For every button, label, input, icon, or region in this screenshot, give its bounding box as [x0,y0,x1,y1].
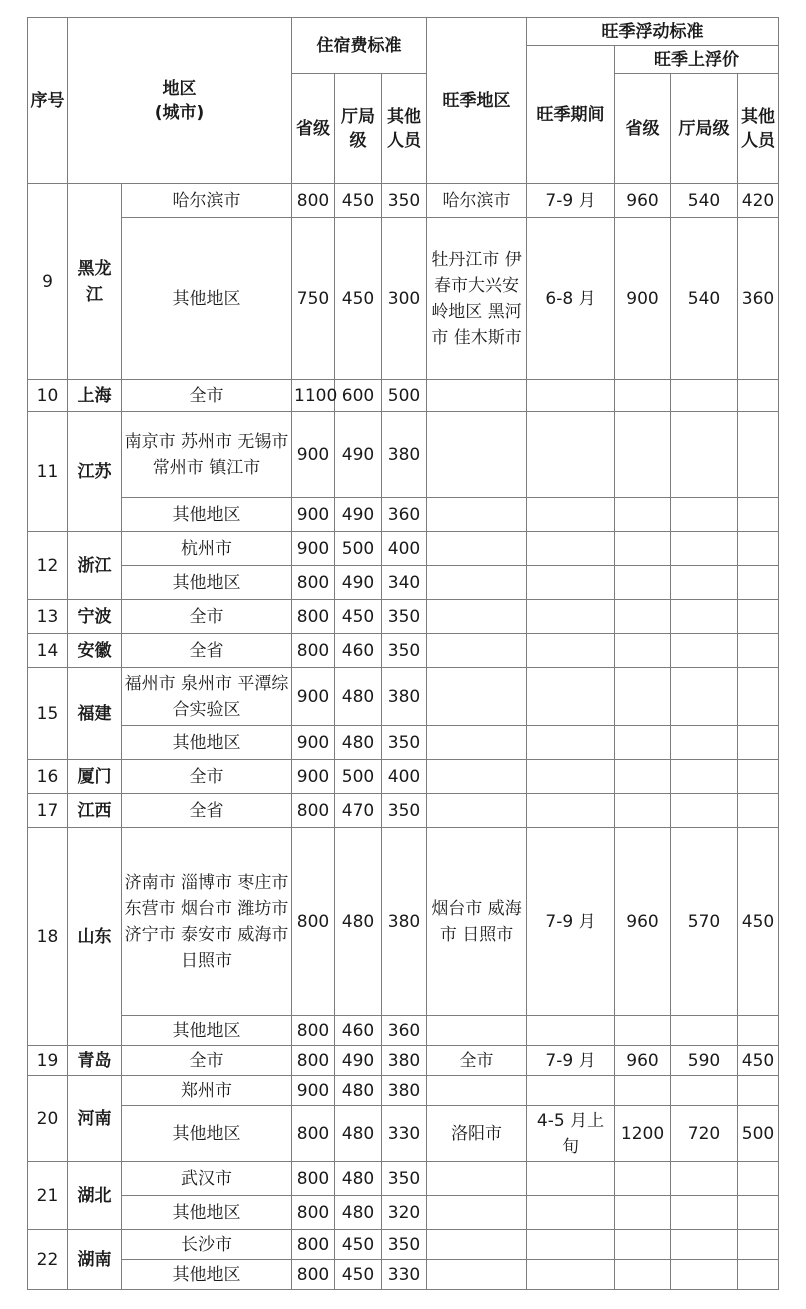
peak-price-bureau-cell [671,726,738,760]
price-bureau-cell: 490 [335,498,382,532]
peak-region-cell [427,498,527,532]
price-others-cell: 380 [382,1076,427,1106]
peak-region-cell: 洛阳市 [427,1106,527,1162]
seq-cell: 19 [28,1046,68,1076]
seq-cell: 21 [28,1162,68,1230]
peak-region-cell [427,1230,527,1260]
peak-region-cell [427,794,527,828]
table-row [28,1076,779,1106]
province-cell: 浙江 [68,532,122,600]
province-cell: 上海 [68,380,122,412]
table-row [28,532,779,566]
header-peak-others: 其他人员 [738,74,779,184]
city-cell: 其他地区 [122,498,292,532]
peak-price-provincial-cell: 960 [615,184,671,218]
price-others-cell: 350 [382,726,427,760]
peak-price-others-cell [738,634,779,668]
peak-price-others-cell: 450 [738,1046,779,1076]
price-bureau-cell: 480 [335,1162,382,1196]
peak-price-bureau-cell: 590 [671,1046,738,1076]
city-cell: 其他地区 [122,1260,292,1290]
seq-cell: 14 [28,634,68,668]
peak-price-provincial-cell [615,1230,671,1260]
price-others-cell: 360 [382,1016,427,1046]
header-bureau: 厅局级 [335,74,382,184]
peak-price-bureau-cell [671,794,738,828]
peak-price-others-cell [738,600,779,634]
province-cell: 河南 [68,1076,122,1162]
peak-price-others-cell: 420 [738,184,779,218]
price-provincial-cell: 800 [292,184,335,218]
price-others-cell: 350 [382,1162,427,1196]
price-others-cell: 360 [382,498,427,532]
peak-price-provincial-cell [615,532,671,566]
city-cell: 长沙市 [122,1230,292,1260]
city-cell: 全省 [122,794,292,828]
header-peak-bureau: 厅局级 [671,74,738,184]
city-cell: 南京市 苏州市 无锡市 常州市 镇江市 [122,412,292,498]
table-row [28,600,779,634]
peak-price-others-cell: 450 [738,828,779,1016]
table-row [28,1260,779,1290]
peak-region-cell [427,380,527,412]
city-cell: 全市 [122,600,292,634]
peak-region-cell [427,668,527,726]
price-bureau-cell: 500 [335,532,382,566]
seq-cell: 20 [28,1076,68,1162]
price-others-cell: 500 [382,380,427,412]
price-bureau-cell: 480 [335,668,382,726]
price-provincial-cell: 900 [292,532,335,566]
price-bureau-cell: 490 [335,1046,382,1076]
peak-price-others-cell [738,760,779,794]
table-row [28,634,779,668]
peak-region-cell [427,1016,527,1046]
peak-price-provincial-cell [615,498,671,532]
header-region-sub: (城市) [154,102,205,123]
peak-price-others-cell [738,668,779,726]
peak-period-cell [527,794,615,828]
peak-price-others-cell [738,726,779,760]
peak-price-others-cell [738,1230,779,1260]
peak-price-bureau-cell [671,1196,738,1230]
peak-price-bureau-cell: 570 [671,828,738,1016]
city-cell: 其他地区 [122,1196,292,1230]
peak-price-others-cell [738,1076,779,1106]
city-cell: 哈尔滨市 [122,184,292,218]
province-cell: 江西 [68,794,122,828]
peak-price-bureau-cell [671,380,738,412]
header-region-label: 地区 [162,78,197,99]
peak-period-cell [527,1162,615,1196]
province-cell: 厦门 [68,760,122,794]
peak-price-provincial-cell [615,634,671,668]
price-others-cell: 380 [382,412,427,498]
peak-period-cell [527,380,615,412]
peak-price-provincial-cell [615,1196,671,1230]
peak-price-provincial-cell [615,760,671,794]
peak-price-provincial-cell [615,566,671,600]
seq-cell: 17 [28,794,68,828]
table-row [28,828,779,1016]
price-provincial-cell: 800 [292,1046,335,1076]
peak-price-provincial-cell [615,726,671,760]
price-others-cell: 330 [382,1260,427,1290]
city-cell: 全市 [122,760,292,794]
table-row [28,1162,779,1196]
province-cell: 山东 [68,828,122,1046]
header-peak-provincial: 省级 [615,74,671,184]
peak-price-others-cell [738,1162,779,1196]
table-row [28,218,779,380]
peak-price-bureau-cell [671,532,738,566]
price-bureau-cell: 480 [335,1076,382,1106]
peak-period-cell [527,634,615,668]
peak-period-cell: 7-9 月 [527,184,615,218]
table-row [28,1016,779,1046]
price-provincial-cell: 900 [292,726,335,760]
peak-price-bureau-cell: 540 [671,218,738,380]
peak-price-provincial-cell [615,380,671,412]
price-others-cell: 350 [382,794,427,828]
peak-price-provincial-cell [615,600,671,634]
table-row [28,726,779,760]
city-cell: 全市 [122,1046,292,1076]
peak-period-cell: 7-9 月 [527,828,615,1016]
header-peak-region: 旺季地区 [427,18,527,184]
province-cell: 青岛 [68,1046,122,1076]
price-others-cell: 380 [382,828,427,1016]
price-bureau-cell: 450 [335,1230,382,1260]
peak-region-cell: 烟台市 威海市 日照市 [427,828,527,1016]
price-provincial-cell: 800 [292,1196,335,1230]
peak-period-cell [527,668,615,726]
price-bureau-cell: 460 [335,1016,382,1046]
price-bureau-cell: 480 [335,1196,382,1230]
table-row [28,566,779,600]
seq-cell: 12 [28,532,68,600]
peak-region-cell [427,634,527,668]
price-provincial-cell: 800 [292,566,335,600]
price-bureau-cell: 450 [335,184,382,218]
peak-price-provincial-cell [615,1260,671,1290]
peak-price-others-cell [738,1016,779,1046]
city-cell: 全省 [122,634,292,668]
price-bureau-cell: 480 [335,1106,382,1162]
peak-price-bureau-cell: 540 [671,184,738,218]
city-cell: 其他地区 [122,726,292,760]
peak-price-provincial-cell [615,794,671,828]
peak-price-provincial-cell [615,1076,671,1106]
peak-price-bureau-cell [671,1162,738,1196]
price-bureau-cell: 480 [335,828,382,1016]
price-bureau-cell: 490 [335,412,382,498]
province-cell: 宁波 [68,600,122,634]
peak-price-provincial-cell [615,1016,671,1046]
table-row [28,794,779,828]
table-row [28,498,779,532]
price-provincial-cell: 800 [292,1260,335,1290]
peak-period-cell [527,1196,615,1230]
price-bureau-cell: 500 [335,760,382,794]
price-bureau-cell: 600 [335,380,382,412]
price-provincial-cell: 800 [292,600,335,634]
peak-price-others-cell [738,794,779,828]
city-cell: 杭州市 [122,532,292,566]
peak-region-cell [427,1260,527,1290]
peak-price-others-cell: 360 [738,218,779,380]
header-peak-period: 旺季期间 [527,46,615,184]
price-others-cell: 380 [382,668,427,726]
price-bureau-cell: 460 [335,634,382,668]
price-provincial-cell: 900 [292,498,335,532]
peak-price-others-cell [738,1260,779,1290]
peak-price-provincial-cell: 960 [615,828,671,1016]
price-provincial-cell: 900 [292,668,335,726]
peak-price-others-cell [738,566,779,600]
peak-price-bureau-cell [671,412,738,498]
header-others: 其他人员 [382,74,427,184]
table-body [28,184,779,1290]
peak-region-cell [427,412,527,498]
price-others-cell: 340 [382,566,427,600]
price-provincial-cell: 800 [292,1230,335,1260]
peak-price-provincial-cell [615,412,671,498]
peak-price-bureau-cell [671,760,738,794]
price-bureau-cell: 450 [335,1260,382,1290]
province-cell: 安徽 [68,634,122,668]
price-others-cell: 350 [382,1230,427,1260]
table-row [28,1196,779,1230]
city-cell: 郑州市 [122,1076,292,1106]
province-cell: 福建 [68,668,122,760]
province-cell: 江苏 [68,412,122,532]
city-cell: 福州市 泉州市 平潭综合实验区 [122,668,292,726]
header-peak-rise: 旺季上浮价 [615,46,779,74]
table-row [28,668,779,726]
header-seq: 序号 [28,18,68,184]
price-provincial-cell: 900 [292,1076,335,1106]
table-row [28,184,779,218]
price-provincial-cell: 800 [292,828,335,1016]
price-bureau-cell: 450 [335,218,382,380]
price-provincial-cell: 1100 [292,380,335,412]
seq-cell: 13 [28,600,68,634]
price-provincial-cell: 900 [292,760,335,794]
peak-period-cell: 7-9 月 [527,1046,615,1076]
header-peak-float: 旺季浮动标准 [527,18,779,46]
peak-price-others-cell [738,412,779,498]
province-cell: 黑龙江 [68,184,122,380]
peak-price-bureau-cell [671,1076,738,1106]
peak-region-cell [427,566,527,600]
table-row [28,1046,779,1076]
price-bureau-cell: 470 [335,794,382,828]
peak-price-provincial-cell: 900 [615,218,671,380]
price-provincial-cell: 800 [292,634,335,668]
peak-period-cell [527,566,615,600]
peak-price-others-cell [738,532,779,566]
peak-region-cell [427,600,527,634]
seq-cell: 22 [28,1230,68,1290]
city-cell: 武汉市 [122,1162,292,1196]
price-provincial-cell: 800 [292,794,335,828]
price-provincial-cell: 750 [292,218,335,380]
price-bureau-cell: 450 [335,600,382,634]
header-region [68,18,292,184]
city-cell: 全市 [122,380,292,412]
header-provincial: 省级 [292,74,335,184]
seq-cell: 11 [28,412,68,532]
accommodation-fee-table [27,17,779,1290]
table-row [28,760,779,794]
peak-price-provincial-cell: 1200 [615,1106,671,1162]
city-cell: 济南市 淄博市 枣庄市 东营市 烟台市 潍坊市 济宁市 泰安市 威海市 日照市 [122,828,292,1016]
peak-region-cell [427,726,527,760]
peak-price-bureau-cell [671,1230,738,1260]
peak-price-provincial-cell [615,1162,671,1196]
table-header [28,18,779,184]
table-row [28,380,779,412]
peak-price-provincial-cell [615,668,671,726]
price-others-cell: 350 [382,600,427,634]
peak-price-others-cell [738,1196,779,1230]
peak-period-cell [527,498,615,532]
peak-price-provincial-cell: 960 [615,1046,671,1076]
peak-period-cell [527,532,615,566]
peak-period-cell [527,1076,615,1106]
peak-price-bureau-cell [671,634,738,668]
peak-price-bureau-cell [671,600,738,634]
seq-cell: 16 [28,760,68,794]
peak-period-cell [527,412,615,498]
peak-price-bureau-cell [671,498,738,532]
peak-price-bureau-cell [671,1016,738,1046]
price-provincial-cell: 800 [292,1016,335,1046]
peak-period-cell [527,760,615,794]
peak-period-cell [527,1230,615,1260]
peak-region-cell: 全市 [427,1046,527,1076]
peak-price-bureau-cell [671,668,738,726]
province-cell: 湖北 [68,1162,122,1230]
seq-cell: 10 [28,380,68,412]
price-provincial-cell: 900 [292,412,335,498]
seq-cell: 15 [28,668,68,760]
peak-period-cell: 4-5 月上旬 [527,1106,615,1162]
city-cell: 其他地区 [122,566,292,600]
price-others-cell: 300 [382,218,427,380]
peak-price-bureau-cell [671,1260,738,1290]
peak-price-bureau-cell [671,566,738,600]
peak-region-cell [427,532,527,566]
peak-period-cell [527,726,615,760]
peak-price-others-cell [738,498,779,532]
table-row [28,1230,779,1260]
price-others-cell: 380 [382,1046,427,1076]
price-others-cell: 400 [382,532,427,566]
peak-region-cell [427,760,527,794]
peak-region-cell: 哈尔滨市 [427,184,527,218]
peak-region-cell [427,1162,527,1196]
seq-cell: 9 [28,184,68,380]
header-fee-standard: 住宿费标准 [292,18,427,74]
price-others-cell: 350 [382,634,427,668]
table-row [28,412,779,498]
peak-period-cell [527,600,615,634]
peak-period-cell [527,1260,615,1290]
peak-region-cell [427,1196,527,1230]
peak-region-cell: 牡丹江市 伊春市大兴安岭地区 黑河市 佳木斯市 [427,218,527,380]
table-row [28,1106,779,1162]
peak-region-cell [427,1076,527,1106]
price-bureau-cell: 480 [335,726,382,760]
city-cell: 其他地区 [122,218,292,380]
price-provincial-cell: 800 [292,1106,335,1162]
price-others-cell: 330 [382,1106,427,1162]
price-others-cell: 400 [382,760,427,794]
city-cell: 其他地区 [122,1106,292,1162]
province-cell: 湖南 [68,1230,122,1290]
price-provincial-cell: 800 [292,1162,335,1196]
peak-price-bureau-cell: 720 [671,1106,738,1162]
price-bureau-cell: 490 [335,566,382,600]
price-others-cell: 320 [382,1196,427,1230]
price-others-cell: 350 [382,184,427,218]
seq-cell: 18 [28,828,68,1046]
peak-price-others-cell: 500 [738,1106,779,1162]
peak-period-cell: 6-8 月 [527,218,615,380]
peak-period-cell [527,1016,615,1046]
city-cell: 其他地区 [122,1016,292,1046]
peak-price-others-cell [738,380,779,412]
